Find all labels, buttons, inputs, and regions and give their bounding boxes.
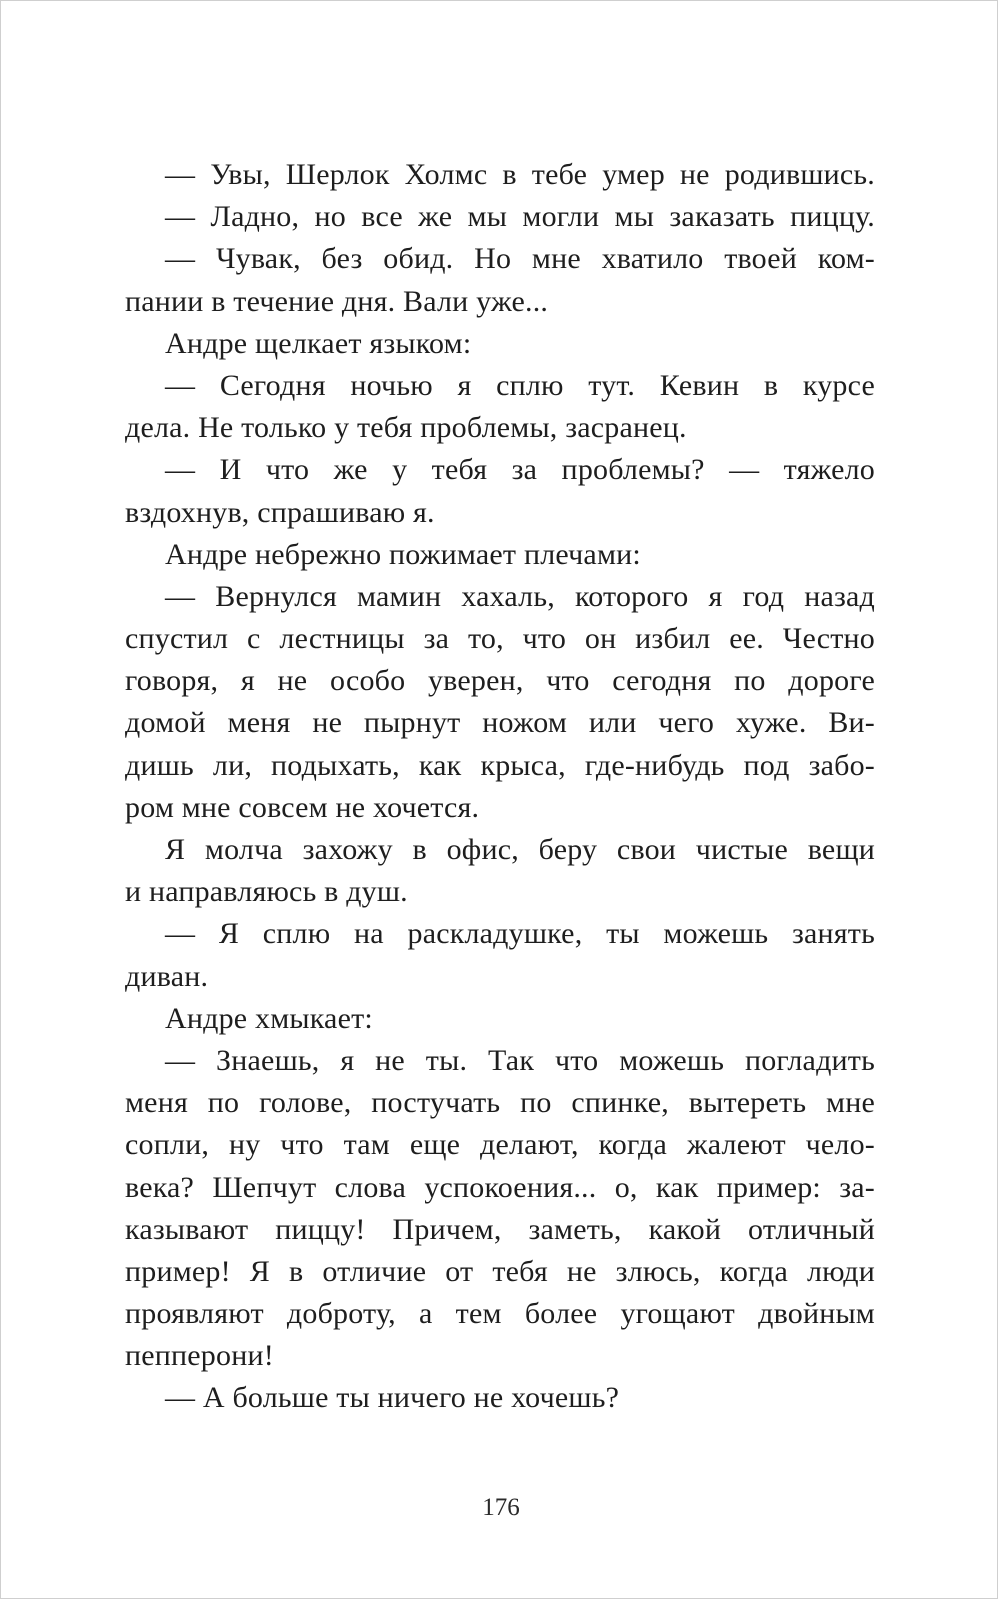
- text-line: меня по голове, постучать по спинке, вытереть мне: [125, 1086, 875, 1120]
- text-line: домой меня не пырнут ножом или чего хуже. Ви-: [125, 706, 875, 740]
- text-line: сопли, ну что там еще делают, когда жалеют чело-: [125, 1128, 875, 1162]
- text-line: — И что же у тебя за проблемы? — тяжело: [165, 453, 875, 487]
- text-line: Андре щелкает языком:: [165, 326, 472, 360]
- text-line: пример! Я в отличие от тебя не злюсь, когда люди: [125, 1254, 875, 1288]
- text-line: дела. Не только у тебя проблемы, засранец.: [125, 411, 687, 445]
- text-line: диван.: [125, 959, 209, 993]
- text-line: вздохнув, спрашиваю я.: [125, 495, 435, 529]
- text-line: — Сегодня ночью я сплю тут. Кевин в курсе: [165, 368, 875, 402]
- text-line: Андре небрежно пожимает плечами:: [165, 537, 641, 571]
- text-line: проявляют доброту, а тем более угощают двойным: [125, 1297, 875, 1331]
- text-line: — Знаешь, я не ты. Так что можешь погладить: [165, 1043, 875, 1077]
- text-line: спустил с лестницы за то, что он избил ее. Честно: [125, 622, 875, 656]
- page-text: [125, 154, 875, 1420]
- text-line: говоря, я не особо уверен, что сегодня по дороге: [125, 664, 875, 698]
- text-line: пепперони!: [125, 1339, 274, 1373]
- text-line: — Я сплю на раскладушке, ты можешь занять: [165, 917, 875, 951]
- text-line: — Увы, Шерлок Холмс в тебе умер не родившись.: [165, 158, 875, 191]
- text-line: и направляюсь в душ.: [125, 875, 408, 909]
- page-number: 176: [482, 1494, 520, 1521]
- text-line: ром мне совсем не хочется.: [125, 790, 480, 824]
- text-line: Андре хмыкает:: [165, 1001, 373, 1035]
- text-line: пании в течение дня. Вали уже...: [125, 284, 549, 318]
- text-line: дишь ли, подыхать, как крыса, где-нибудь под забо-: [125, 748, 875, 782]
- text-line: Я молча захожу в офис, беру свои чистые вещи: [165, 833, 875, 866]
- text-line: — А больше ты ничего не хочешь?: [165, 1381, 620, 1415]
- text-line: — Вернулся мамин хахаль, которого я год назад: [165, 579, 875, 613]
- text-line: века? Шепчут слова успокоения... о, как пример: за-: [125, 1170, 875, 1204]
- text-line: казывают пиццу! Причем, заметь, какой отличный: [125, 1212, 875, 1246]
- text-line: — Ладно, но все же мы могли мы заказать пиццу.: [165, 200, 875, 234]
- text-line: — Чувак, без обид. Но мне хватило твоей ком-: [165, 242, 875, 276]
